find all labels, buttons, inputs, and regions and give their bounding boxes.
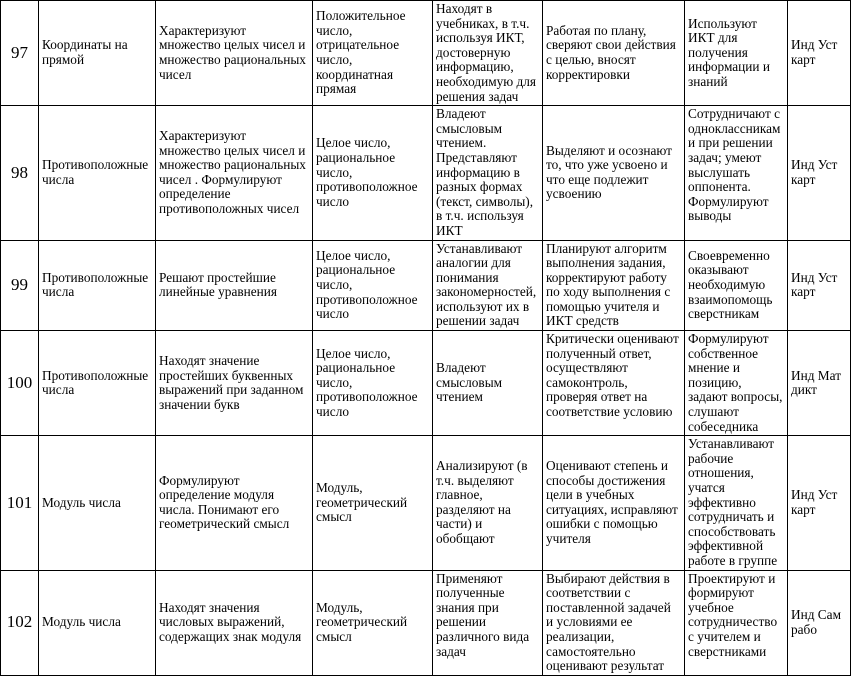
key-concepts: Целое число, рациональное число, противоположное число — [313, 331, 433, 436]
table-row — [1, 436, 851, 570]
cognitive-actions: Анализируют (в т.ч. выделяют главное, разделяют на части) и обобщают — [433, 436, 543, 570]
regulatory-actions: Работая по плану, сверяют свои действия с целью, вносят корректировки — [543, 1, 685, 106]
lesson-topic: Противоположные числа — [39, 106, 156, 240]
lesson-topic: Координаты на прямой — [39, 1, 156, 106]
subject-results: Характеризуют множество целых чисел и множество рациональных чисел — [156, 1, 313, 106]
lesson-topic: Модуль числа — [39, 570, 156, 675]
cognitive-actions: Владеют смысловым чтением. Представляют информацию в разных формах (текст, символы), в т.ч. используя ИКТ — [433, 106, 543, 240]
control-form: Инд Мат дикт — [788, 331, 851, 436]
key-concepts: Модуль, геометрический смысл — [313, 570, 433, 675]
control-form: Инд Уст карт — [788, 436, 851, 570]
control-form: Инд Уст карт — [788, 1, 851, 106]
cognitive-actions: Применяют полученные знания при решении различного вида задач — [433, 570, 543, 675]
key-concepts: Целое число, рациональное число, противоположное число — [313, 240, 433, 331]
key-concepts: Модуль, геометрический смысл — [313, 436, 433, 570]
lesson-topic: Модуль числа — [39, 436, 156, 570]
lesson-number: 102 — [1, 570, 39, 675]
communicative-actions: Формулируют собственное мнение и позицию, задают вопросы, слушают собеседника — [685, 331, 788, 436]
communicative-actions: Сотрудничают с одноклассниками при решении задач; умеют выслушать оппонента. Формулируют выводы — [685, 106, 788, 240]
control-form: Инд Сам рабо — [788, 570, 851, 675]
table-row — [1, 331, 851, 436]
regulatory-actions: Выбирают действия в соответствии с поставленной задачей и условиями ее реализации, самостоятельно оценивают результат — [543, 570, 685, 675]
control-form: Инд Уст карт — [788, 240, 851, 331]
table-row — [1, 240, 851, 331]
lesson-topic: Противоположные числа — [39, 331, 156, 436]
cognitive-actions: Устанавливают аналогии для понимания закономерностей, используют их в решении задач — [433, 240, 543, 331]
table-row — [1, 570, 851, 675]
communicative-actions: Устанавливают рабочие отношения, учатся эффективно сотрудничать и способствовать эффективной работе в группе — [685, 436, 788, 570]
subject-results: Формулируют определение модуля числа. Понимают его геометрический смысл — [156, 436, 313, 570]
key-concepts: Целое число, рациональное число, противоположное число — [313, 106, 433, 240]
subject-results: Характеризуют множество целых чисел и множество рациональных чисел . Формулируют определение противоположных чисел — [156, 106, 313, 240]
lesson-number: 99 — [1, 240, 39, 331]
subject-results: Находят значения числовых выражений, содержащих знак модуля — [156, 570, 313, 675]
communicative-actions: Своевременно оказывают необходимую взаимопомощь сверстникам — [685, 240, 788, 331]
lesson-number: 101 — [1, 436, 39, 570]
regulatory-actions: Оценивают степень и способы достижения цели в учебных ситуациях, исправляют ошибки с помощью учителя — [543, 436, 685, 570]
table-row — [1, 1, 851, 106]
regulatory-actions: Выделяют и осознают то, что уже усвоено и что еще подлежит усвоению — [543, 106, 685, 240]
subject-results: Решают простейшие линейные уравнения — [156, 240, 313, 331]
lesson-number: 97 — [1, 1, 39, 106]
subject-results: Находят значение простейших буквенных выражений при заданном значении букв — [156, 331, 313, 436]
communicative-actions: Используют ИКТ для получения информации и знаний — [685, 1, 788, 106]
regulatory-actions: Планируют алгоритм выполнения задания, корректируют работу по ходу выполнения с помощью учителя и ИКТ средств — [543, 240, 685, 331]
lesson-number: 100 — [1, 331, 39, 436]
key-concepts: Положительное число, отрицательное число, координатная прямая — [313, 1, 433, 106]
communicative-actions: Проектируют и формируют учебное сотрудничество с учителем и сверстниками — [685, 570, 788, 675]
lesson-number: 98 — [1, 106, 39, 240]
regulatory-actions: Критически оценивают полученный ответ, осуществляют самоконтроль, проверяя ответ на соответствие условию — [543, 331, 685, 436]
control-form: Инд Уст карт — [788, 106, 851, 240]
cognitive-actions: Находят в учебниках, в т.ч. используя ИКТ, достоверную информацию, необходимую для решения задач — [433, 1, 543, 106]
table-row — [1, 106, 851, 240]
lesson-topic: Противоположные числа — [39, 240, 156, 331]
cognitive-actions: Владеют смысловым чтением — [433, 331, 543, 436]
